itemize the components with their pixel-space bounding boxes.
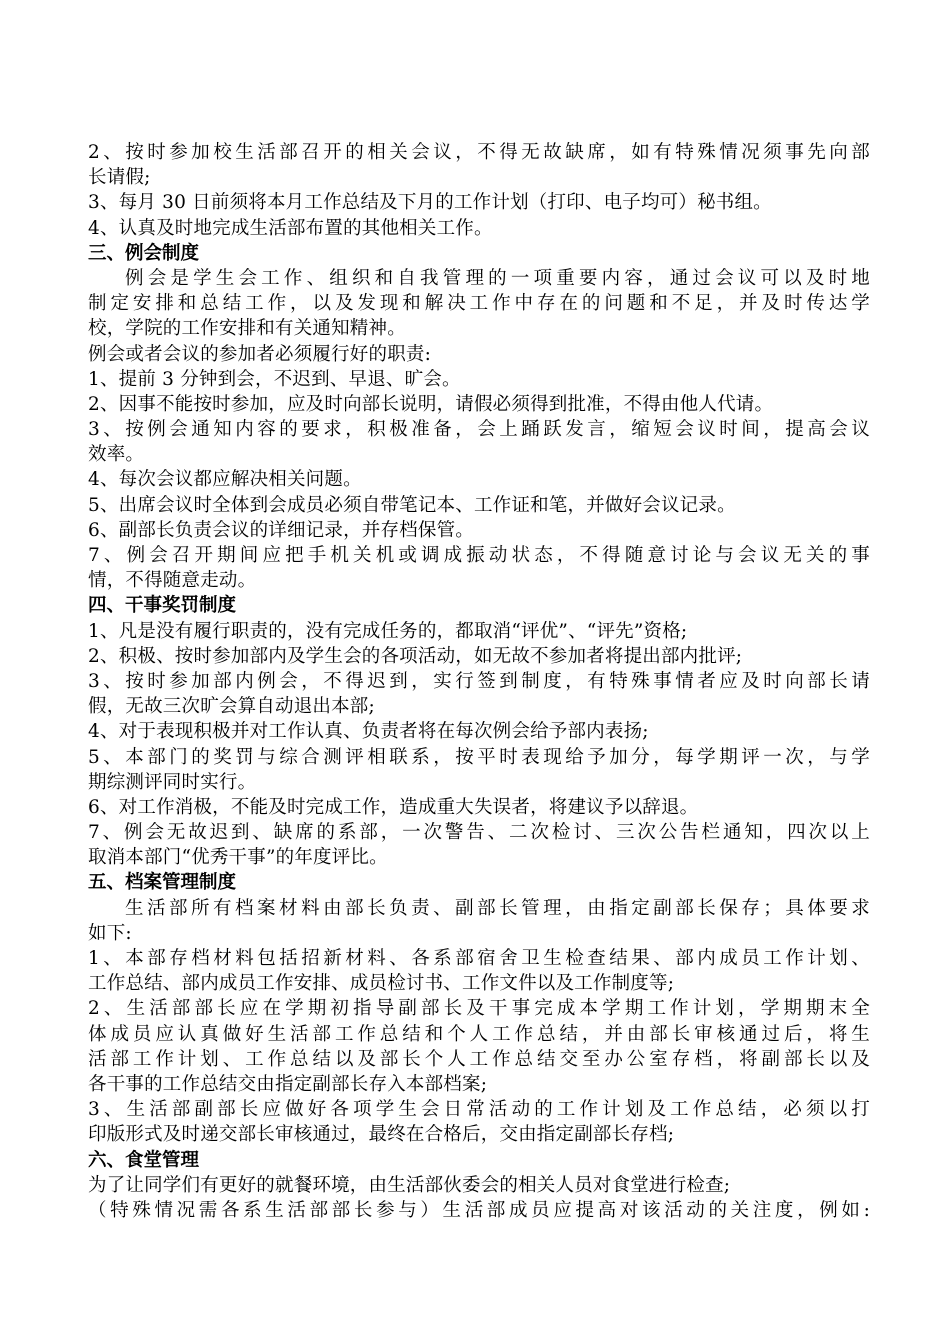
- body-text-line: 1、本部存档材料包括招新材料、各系部宿舍卫生检查结果、部内成员工作计划、: [88, 948, 870, 969]
- body-text-line: 1、提前 3 分钟到会，不迟到、早退、旷会。: [88, 368, 461, 390]
- body-text-line: 体成员应认真做好生活部工作总结和个人工作总结，并由部长审核通过后，将生: [88, 1023, 870, 1045]
- body-text-line: 2、因事不能按时参加，应及时向部长说明，请假必须得到批准，不得由他人代请。: [88, 393, 774, 415]
- body-text-line: 如下:: [88, 922, 132, 944]
- body-text-line: 3、生活部副部长应做好各项学生会日常活动的工作计划及工作总结，必须以打: [88, 1099, 870, 1121]
- section-heading: 三、例会制度: [88, 242, 200, 264]
- body-text-line: 4、每次会议都应解决相关问题。: [88, 469, 362, 491]
- body-text-line: 制定安排和总结工作，以及发现和解决工作中存在的问题和不足，并及时传达学: [88, 293, 870, 315]
- body-text-line: 印版形式及时递交部长审核通过，最终在合格后，交由指定副部长存档;: [88, 1124, 675, 1146]
- body-text-line: 2、按时参加校生活部召开的相关会议，不得无故缺席，如有特殊情况须事先向部: [88, 142, 870, 163]
- body-text-line: 7、例会召开期间应把手机关机或调成振动状态，不得随意讨论与会议无关的事: [88, 545, 870, 566]
- body-text-line: 4、认真及时地完成生活部布置的其他相关工作。: [88, 217, 493, 239]
- body-text-line: 例会或者会议的参加者必须履行好的职责:: [88, 343, 432, 365]
- body-text-line: （特殊情况需各系生活部部长参与）生活部成员应提高对该活动的关注度，例如:: [88, 1199, 870, 1221]
- body-text-line: 工作总结、部内成员工作安排、成员检讨书、工作文件以及工作制度等;: [88, 973, 675, 995]
- body-text-line: 期综测评同时实行。: [88, 771, 257, 793]
- body-text-line: 校，学院的工作安排和有关通知精神。: [88, 318, 406, 340]
- body-text-line: 取消本部门“优秀干事”的年度评比。: [88, 847, 388, 869]
- body-text-line: 5、出席会议时全体到会成员必须自带笔记本、工作证和笔，并做好会议记录。: [88, 494, 736, 516]
- body-text-line: 6、对工作消极，不能及时完成工作，造成重大失误者，将建议予以辞退。: [88, 796, 699, 818]
- body-text-line: 活部工作计划、工作总结以及部长个人工作总结交至办公室存档，将副部长以及: [88, 1048, 870, 1070]
- section-heading: 五、档案管理制度: [88, 872, 237, 894]
- body-text-line: 情，不得随意走动。: [88, 570, 257, 592]
- body-text-line: 效率。: [88, 444, 145, 466]
- body-text-line: 6、副部长负责会议的详细记录，并存档保管。: [88, 519, 474, 541]
- body-text-line: 3、按时参加部内例会，不得迟到，实行签到制度，有特殊事情者应及时向部长请: [88, 670, 870, 692]
- body-text-line: 3、按例会通知内容的要求，积极准备，会上踊跃发言，缩短会议时间，提高会议: [88, 419, 870, 441]
- body-text-line: 例会是学生会工作、组织和自我管理的一项重要内容，通过会议可以及时地: [125, 267, 870, 289]
- body-text-line: 为了让同学们有更好的就餐环境，由生活部伙委会的相关人员对食堂进行检查;: [88, 1174, 731, 1196]
- body-text-line: 2、生活部部长应在学期初指导副部长及干事完成本学期工作计划，学期期末全: [88, 998, 870, 1020]
- body-text-line: 1、凡是没有履行职责的，没有完成任务的，都取消“评优”、“评先”资格;: [88, 620, 688, 642]
- body-text-line: 7、例会无故迟到、缺席的系部，一次警告、二次检讨、三次公告栏通知，四次以上: [88, 822, 870, 844]
- body-text-line: 各干事的工作总结交由指定副部长存入本部档案;: [88, 1073, 488, 1095]
- section-heading: 六、食堂管理: [88, 1149, 200, 1171]
- body-text-line: 假，无故三次旷会算自动退出本部;: [88, 696, 375, 718]
- body-text-line: 4、对于表现积极并对工作认真、负责者将在每次例会给予部内表扬;: [88, 721, 649, 743]
- body-text-line: 2、积极、按时参加部内及学生会的各项活动，如无故不参加者将提出部内批评;: [88, 645, 743, 667]
- section-heading: 四、干事奖罚制度: [88, 595, 237, 617]
- body-text-line: 3、每月 30 日前须将本月工作总结及下月的工作计划（打印、电子均可）秘书组。: [88, 192, 772, 214]
- body-text-line: 长请假;: [88, 167, 151, 189]
- body-text-line: 生活部所有档案材料由部长负责、副部长管理，由指定副部长保存；具体要求: [125, 897, 870, 919]
- body-text-line: 5、本部门的奖罚与综合测评相联系，按平时表现给予加分，每学期评一次，与学: [88, 746, 870, 768]
